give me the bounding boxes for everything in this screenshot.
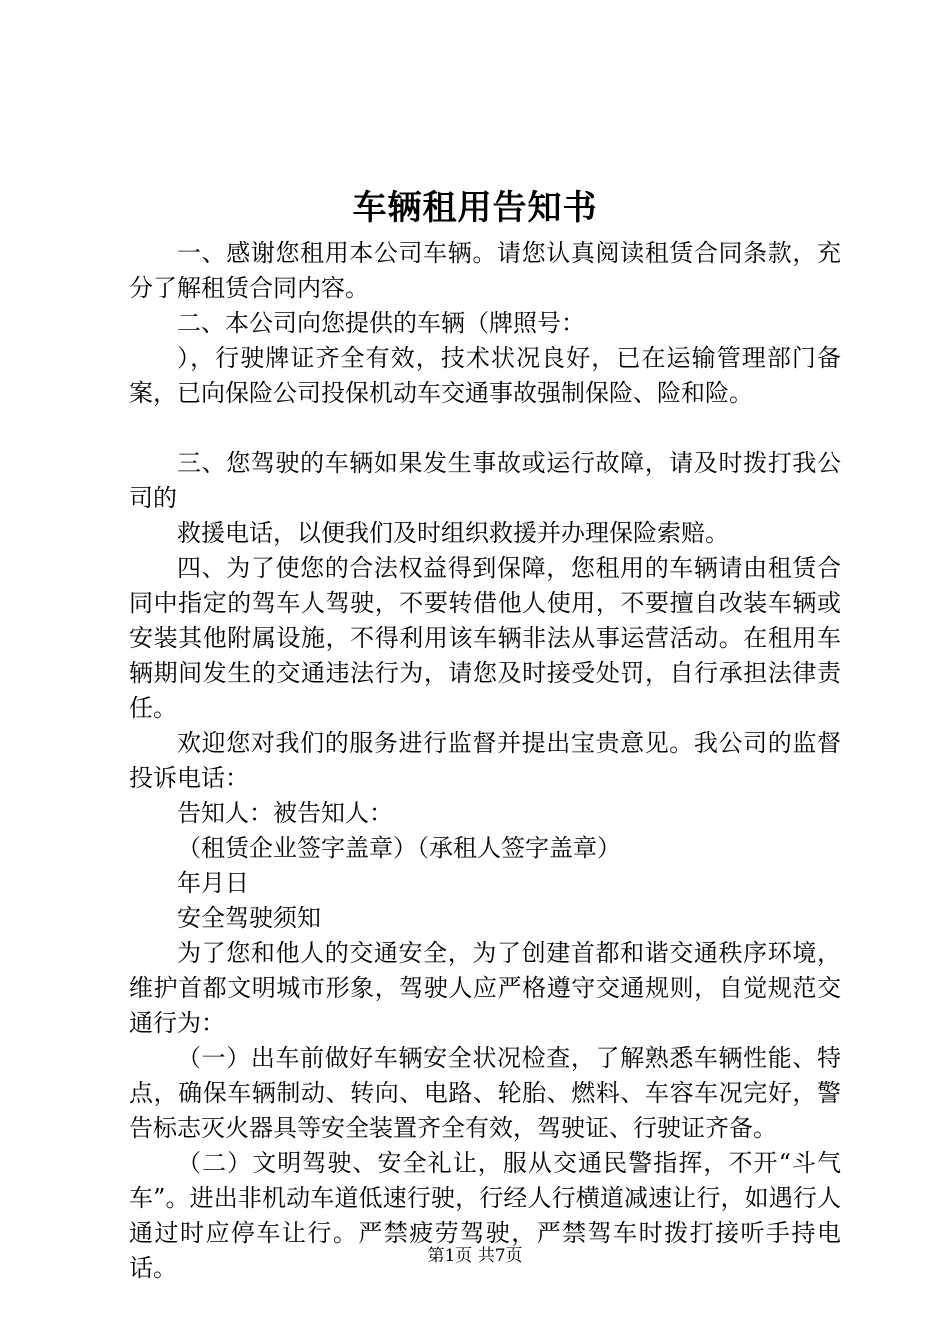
section-heading: 安全驾驶须知 <box>177 904 321 932</box>
paragraph-4: 三、您驾驶的车辆如果发生事故或运行故障，请及时拨打我公司的 <box>129 449 841 512</box>
page-indicator: 第1页 共7页 <box>427 1246 523 1266</box>
document-body <box>129 236 841 1286</box>
document-title: 车辆租用告知书 <box>352 188 598 228</box>
paragraph-10: （二）文明驾驶、安全礼让，服从交通民警指挥，不开“斗气车”。进出非机动车道低速行驶，行经人行横道减速让行，如遇行人通过时应停车让行。严禁疲劳驾驶，严禁驾车时拨打接听手持电话。 <box>129 1149 841 1282</box>
paragraph-9: （一）出车前做好车辆安全状况检查，了解熟悉车辆性能、特点，确保车辆制动、转向、电路、轮胎、燃料、车容车况完好，警告标志灭火器具等安全装置齐全有效，驾驶证、行驶证齐备。 <box>129 1044 841 1142</box>
paragraph-1: 一、感谢您租用本公司车辆。请您认真阅读租赁合同条款，充分了解租赁合同内容。 <box>129 239 841 302</box>
paragraph-8: 为了您和他人的交通安全，为了创建首都和谐交通秩序环境，维护首都文明城市形象，驾驶人应严格遵守交通规则，自觉规范交通行为： <box>129 939 841 1037</box>
paragraph-3: ），行驶牌证齐全有效，技术状况良好，已在运输管理部门备案，已向保险公司投保机动车交通事故强制保险、险和险。 <box>129 344 841 407</box>
date-line: 年月日 <box>177 869 249 897</box>
seal-line: （租赁企业签字盖章）（承租人签字盖章） <box>177 834 621 862</box>
paragraph-7: 欢迎您对我们的服务进行监督并提出宝贵意见。我公司的监督投诉电话： <box>129 729 841 792</box>
paragraph-2: 二、本公司向您提供的车辆（牌照号： <box>177 309 585 337</box>
paragraph-6: 四、为了使您的合法权益得到保障，您租用的车辆请由租赁合同中指定的驾车人驾驶，不要转借他人使用，不要擅自改装车辆或安装其他附属设施，不得利用该车辆非法从事运营活动。在租用车辆期间发生的交通违法行为，请您及时接受处罚，自行承担法律责任。 <box>129 554 841 722</box>
signature-line: 告知人：被告知人： <box>177 799 393 827</box>
paragraph-5: 救援电话，以便我们及时组织救援并办理保险索赔。 <box>177 519 729 547</box>
